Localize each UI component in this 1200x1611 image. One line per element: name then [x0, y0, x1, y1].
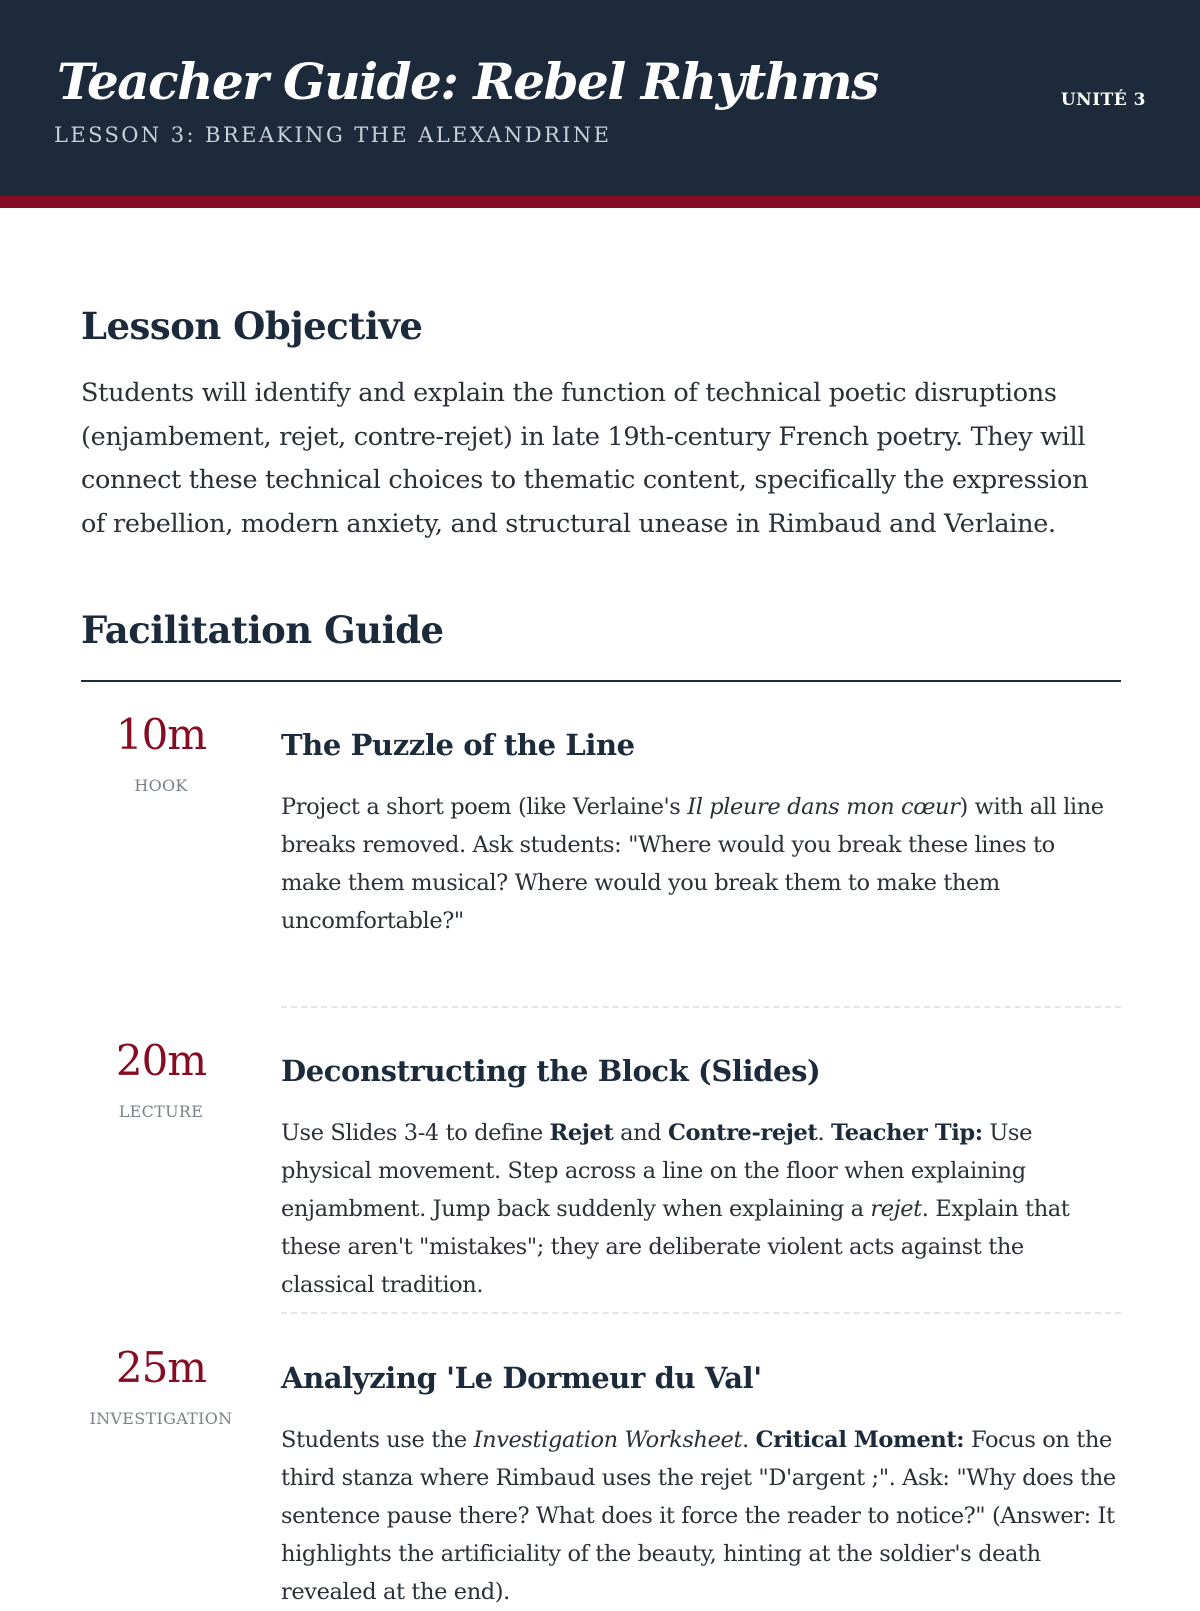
step-phase-label: INVESTIGATION: [89, 1409, 233, 1428]
objective-heading: Lesson Objective: [81, 304, 423, 348]
facilitation-heading: Facilitation Guide: [81, 608, 444, 652]
unit-badge: UNITÉ 3: [1060, 90, 1146, 110]
page-header: [0, 0, 1200, 208]
objective-text: Students will identify and explain the function of technical poetic disruptions (enjambement, rejet, contre-rejet) in late 19th-century French poetry. They will connect these technical choices to thematic content, specifically the expression of rebellion, modern anxiety, and structural unease in Rimbaud and Verlaine.: [81, 378, 1089, 539]
step-divider: [281, 1006, 1121, 1008]
step-title: Deconstructing the Block (Slides): [281, 1054, 821, 1088]
step-description: Students use the Investigation Worksheet. Critical Moment: Focus on the third stanza where Rimbaud uses the rejet "D'argent ;". Ask: "Why does the sentence pause there? What does it force the reader to notice?" (Answer: It highlights the artificiality of the beauty, hinting at the soldier's death revealed at the end).: [281, 1427, 1116, 1605]
step-title: The Puzzle of the Line: [281, 728, 635, 762]
teacher-tip-label: Teacher Tip:: [830, 1120, 983, 1146]
step-title: Analyzing 'Le Dormeur du Val': [281, 1361, 762, 1395]
lesson-subtitle: LESSON 3: BREAKING THE ALEXANDRINE: [54, 123, 612, 147]
poem-title: Il pleure dans mon cœur: [687, 794, 960, 820]
term-contre-rejet: Contre-rejet: [668, 1120, 818, 1146]
step-description: Use Slides 3-4 to define Rejet and Contre-rejet. Teacher Tip: Use physical movement. Step across a line on the floor when explaining enjambment. Jump back suddenly when explaining a rejet. Explain that these aren't "mistakes"; they are deliberate violent acts against the classical tradition.: [281, 1120, 1070, 1298]
critical-moment-label: Critical Moment:: [755, 1427, 965, 1453]
term-rejet: Rejet: [549, 1120, 614, 1146]
step-phase-label: HOOK: [134, 776, 188, 795]
step-phase-label: LECTURE: [118, 1102, 204, 1121]
worksheet-title: Investigation Worksheet: [473, 1427, 743, 1453]
term-emphasis: rejet: [870, 1196, 922, 1222]
step-divider: [281, 1312, 1121, 1314]
step-duration: 10m: [115, 710, 207, 759]
step-description: Project a short poem (like Verlaine's Il pleure dans mon cœur) with all line breaks removed. Ask students: "Where would you break these lines to make them musical? Where would you break them to make them uncomfortable?": [281, 794, 1104, 934]
section-divider: [81, 680, 1121, 682]
step-duration: 25m: [115, 1343, 207, 1392]
page-title: Teacher Guide: Rebel Rhythms: [57, 52, 878, 111]
step-duration: 20m: [115, 1036, 207, 1085]
